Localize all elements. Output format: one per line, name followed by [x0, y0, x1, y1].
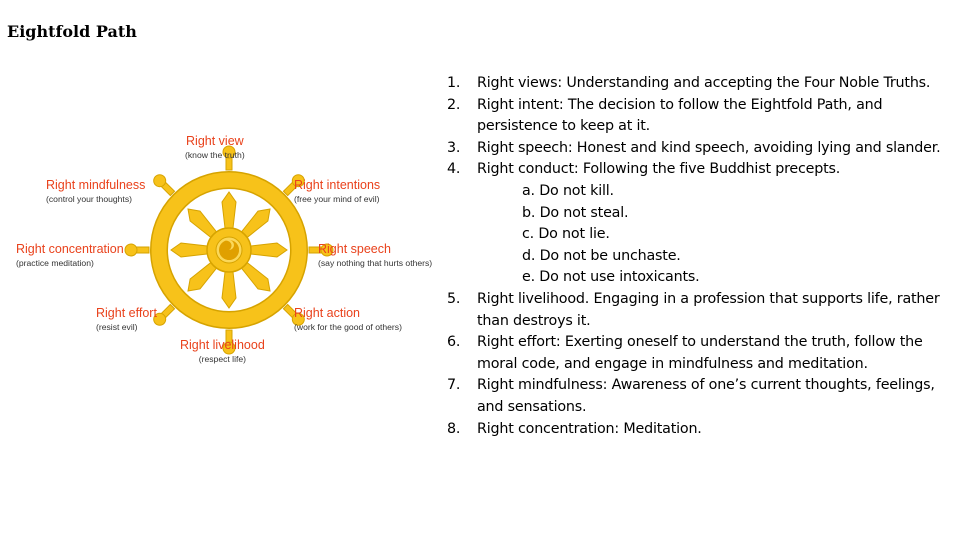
label-name: Right action: [294, 306, 361, 320]
label-name: Right livelihood: [180, 338, 265, 352]
list-text: Right conduct: Following the five Buddhist precepts.: [477, 161, 841, 178]
label-note: (say nothing that hurts others): [318, 258, 433, 268]
list-item: [447, 73, 947, 95]
label-right-effort: [96, 306, 157, 334]
precept-item: c. Do not lie.: [522, 226, 610, 243]
eightfold-path-list: [447, 73, 947, 440]
dharma-wheel-figure: [10, 128, 435, 378]
list-number: 1.: [447, 75, 461, 91]
label-name: Right view: [186, 134, 244, 148]
list-item: [447, 95, 947, 138]
list-item: [447, 419, 947, 441]
label-name: Right effort: [96, 306, 157, 320]
wheel-handle-knob: [125, 244, 137, 256]
precepts-list: [477, 181, 947, 289]
list-text: Right mindfulness: Awareness of one’s current thoughts, feelings, and sensations.: [477, 377, 935, 415]
list-number: 7.: [447, 377, 461, 394]
label-note: (resist evil): [96, 322, 138, 332]
label-note: (work for the good of others): [294, 322, 402, 332]
label-name: Right concentration: [16, 242, 124, 256]
precept-item: a. Do not kill.: [522, 182, 614, 199]
slide-title: Eightfold Path: [7, 22, 137, 41]
label-right-action: [294, 306, 402, 334]
wheel-spoke: [222, 192, 236, 228]
list-number: 4.: [447, 161, 461, 178]
list-number: 6.: [447, 334, 461, 351]
label-right-speech: [318, 242, 432, 270]
wheel-spoke: [222, 272, 236, 308]
precept-item: b. Do not steal.: [522, 204, 629, 221]
precept-item: d. Do not be unchaste.: [522, 247, 681, 264]
list-number: 3.: [447, 139, 461, 156]
list-text: Right concentration: Meditation.: [477, 420, 702, 437]
list-item: [447, 159, 947, 289]
list-item: [447, 375, 947, 418]
list-text: Right livelihood. Engaging in a profession that supports life, rather than destroys it.: [477, 290, 940, 329]
label-name: Right intentions: [294, 178, 381, 192]
label-right-intentions: [294, 178, 380, 206]
list-text: Right effort: Exerting oneself to understand the truth, follow the moral code, and engage in mindfulness and meditation.: [477, 334, 923, 372]
list-number: 8.: [447, 420, 461, 437]
list-item: [447, 138, 947, 160]
list-text: Right views: Understanding and accepting the Four Noble Truths.: [477, 75, 931, 91]
list-item: [447, 332, 947, 375]
label-note: (free your mind of evil): [294, 194, 380, 204]
wheel-spoke: [171, 243, 207, 257]
label-note: (practice meditation): [16, 258, 94, 268]
label-note: (respect life): [198, 354, 247, 364]
wheel-spoke: [251, 243, 287, 257]
label-right-mindfulness: [46, 178, 145, 206]
precept-item: e. Do not use intoxicants.: [522, 269, 700, 286]
label-right-livelihood: [180, 338, 265, 366]
label-name: Right mindfulness: [46, 178, 146, 192]
list-item: [447, 289, 947, 332]
label-right-concentration: [16, 242, 124, 270]
label-note: (know the truth): [185, 150, 245, 160]
list-number: 2.: [447, 96, 461, 113]
list-text: Right intent: The decision to follow the Eightfold Path, and persistence to keep at it.: [477, 96, 883, 135]
label-right-view: [185, 134, 245, 162]
label-note: (control your thoughts): [46, 194, 132, 204]
list-text: Right speech: Honest and kind speech, avoiding lying and slander.: [477, 139, 941, 156]
label-name: Right speech: [318, 242, 391, 256]
list-number: 5.: [447, 290, 461, 307]
